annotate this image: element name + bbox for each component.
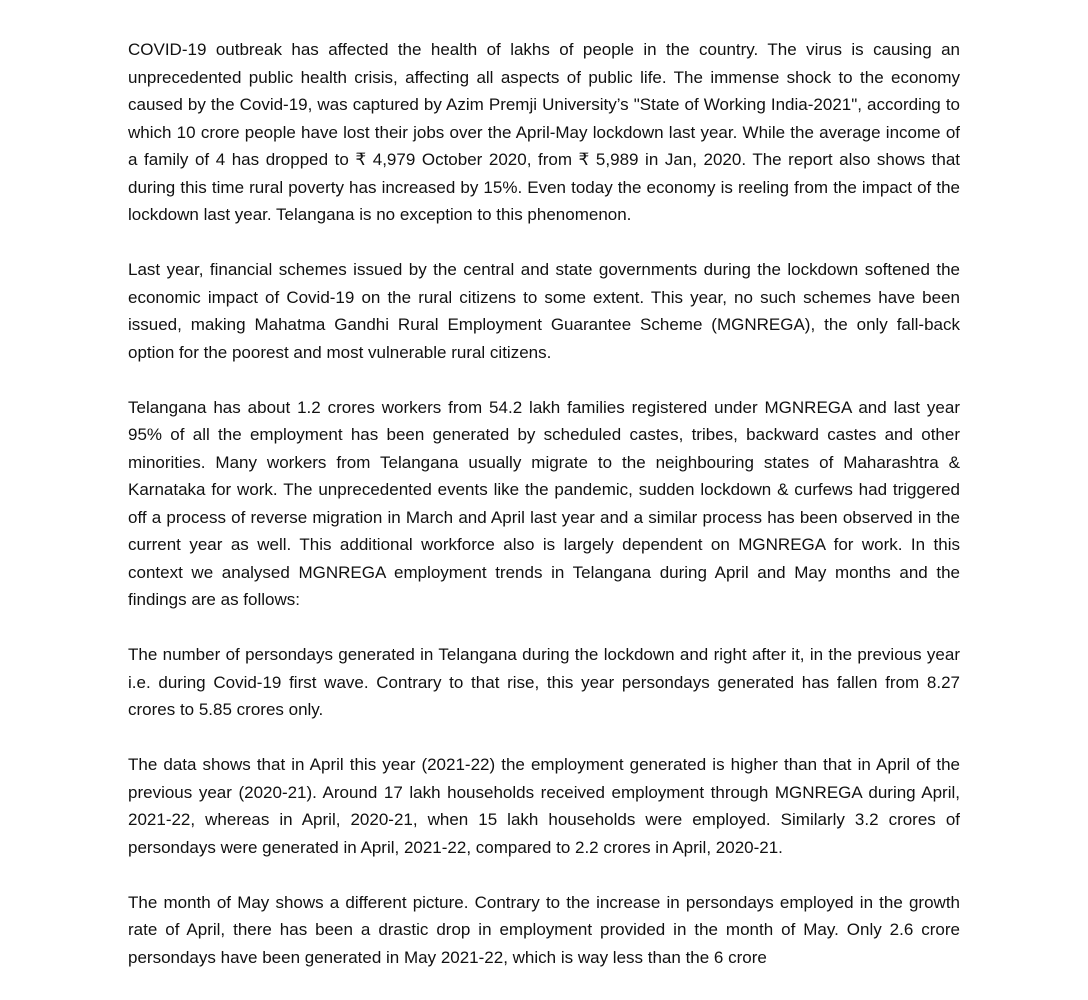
paragraph-covid-impact: COVID-19 outbreak has affected the health of lakhs of people in the country. The virus is causing an unprecedented public health crisis, affecting all aspects of public life. The immense shock to the economy caused by the Covid-19, was captured by Azim Premji University’s "State of Working India-2021", according to which 10 crore people have lost their jobs over the April-May lockdown last year. While the average income of a family of 4 has dropped to ₹ 4,979 October 2020, from ₹ 5,989 in Jan, 2020. The report also shows that during this time rural poverty has increased by 15%. Even today the economy is reeling from the impact of the lockdown last year. Telangana is no exception to this phenomenon.: [128, 40, 960, 224]
paragraph-telangana-workers: Telangana has about 1.2 crores workers from 54.2 lakh families registered under MGNREGA and last year 95% of all the employment has been generated by scheduled castes, tribes, backward castes and other minorities. Many workers from Telangana usually migrate to the neighbouring states of Maharashtra & Karnataka for work. The unprecedented events like the pandemic, sudden lockdown & curfews had triggered off a process of reverse migration in March and April last year and a similar process has been observed in the current year as well. This additional workforce also is largely dependent on MGNREGA for work. In this context we analysed MGNREGA employment trends in Telangana during April and May months and the findings are as follows:: [128, 397, 960, 609]
document-page: [128, 36, 960, 971]
paragraph-persondays-fall: The number of persondays generated in Telangana during the lockdown and right after it, in the previous year i.e. during Covid-19 first wave. Contrary to that rise, this year persondays generated has fallen from 8.27 crores to 5.85 crores only.: [128, 645, 960, 719]
paragraph-april-data: The data shows that in April this year (2021-22) the employment generated is higher than that in April of the previous year (2020-21). Around 17 lakh households received employment through MGNREGA during April, 2021-22, whereas in April, 2020-21, when 15 lakh households were employed. Similarly 3.2 crores of persondays were generated in April, 2021-22, compared to 2.2 crores in April, 2020-21.: [128, 755, 960, 857]
paragraph-may-data: The month of May shows a different picture. Contrary to the increase in persondays employed in the growth rate of April, there has been a drastic drop in employment provided in the month of May. Only 2.6 crore persondays have been generated in May 2021-22, which is way less than the 6 crore: [128, 892, 960, 967]
paragraph-financial-schemes: Last year, financial schemes issued by the central and state governments during the lockdown softened the economic impact of Covid-19 on the rural citizens to some extent. This year, no such schemes have been issued, making Mahatma Gandhi Rural Employment Guarantee Scheme (MGNREGA), the only fall-back option for the poorest and most vulnerable rural citizens.: [128, 260, 960, 362]
